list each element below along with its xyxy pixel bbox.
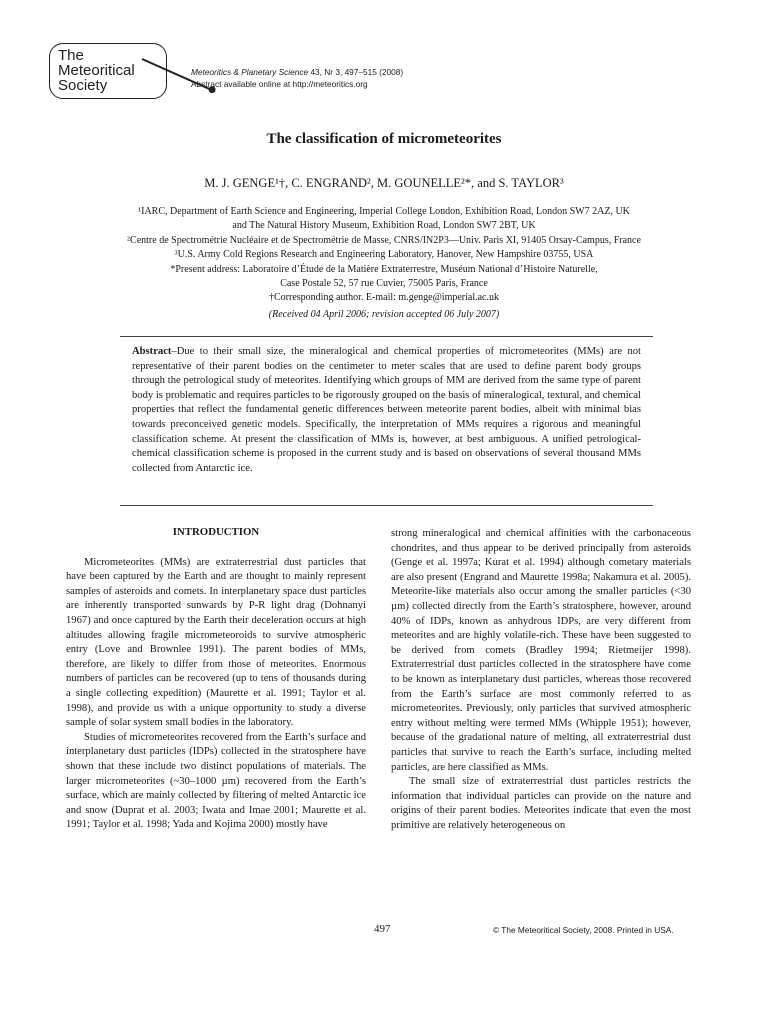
page-number: 497 <box>374 923 391 935</box>
paper-title: The classification of micrometeorites <box>266 131 502 147</box>
journal-name: Meteoritics & Planetary Science <box>191 67 309 77</box>
paragraph: strong mineralogical and chemical affinities with the carbonaceous chondrites, and thus appear to be derived principally from asteroids (Genge et al. 1997a; Kurat et al. 1994) although cometary materials are also present (Engrand and Maurette 1998a; Nakamura et al. 2005). Meteorite-like materials also occur among the smaller particles (<30 µm) collected directly from the Earth’s stratosphere, however, around 40% of IDPs, known as anhydrous IDPs, are very different from meteorites and are highly volatile-rich. These have been suggested to be derived from comets (Bradley 1994; Rietmeijer 1998). Extraterrestrial dust particles collected in the stratosphere have come to be known as interplanetary dust particles, whereas those recovered from the Earth’s surface are most commonly referred to as micrometeorites. Previously, only particles that survived atmospheric entry without melting were termed MMs (Whipple 1951); however, because of the gradational nature of melting, all extraterrestrial dust particles that survive to reach the Earth’s surface, including melted particles, are here classified as MMs. <box>391 528 691 773</box>
society-logo <box>49 43 167 99</box>
left-column <box>66 525 366 833</box>
affiliations <box>0 205 768 306</box>
affiliation-line: ²Centre de Spectrométrie Nucléaire et de Spectrométrie de Masse, CNRS/IN2P3—Univ. Paris XI, 91405 Orsay-Campus, France <box>127 234 641 246</box>
paragraph: The small size of extraterrestrial dust particles restricts the information that individual particles can provide on the nature and origins of their parent bodies. Meteorites indicate that even the most primitive are relatively heterogeneous on <box>391 776 691 831</box>
logo-line-1: The <box>58 47 84 64</box>
affiliation-line: and The Natural History Museum, Exhibition Road, London SW7 2BT, UK <box>232 220 536 232</box>
author-list: M. J. GENGE¹†, C. ENGRAND², M. GOUNELLE²*, and S. TAYLOR³ <box>204 176 564 190</box>
received-dates: (Received 04 April 2006; revision accepted 06 July 2007) <box>268 309 500 320</box>
paragraph: Studies of micrometeorites recovered from the Earth’s surface and interplanetary dust particles (IDPs) collected in the stratosphere have shown that these include two distinct populations of materials. The larger micrometeorites (~30–1000 µm) recovered from the Earth’s surface, which are mainly collected by filtering of melted Antarctic ice and snow (Duprat et al. 2003; Iwata and Imae 2001; Maurette et al. 1991; Taylor et al. 1998; Yada and Kojima 2000) mostly have <box>66 731 366 831</box>
abstract-label: Abstract <box>132 346 172 357</box>
abstract-text: –Due to their small size, the mineralogical and chemical properties of micrometeorites (MMs) are not representative of their parent bodies on the centimeter to meter scales that are used to define parent body groups through the petrological study of meteorites. Identifying which groups of MM are derived from the same type of parent body is problematic and requires particles to be rigorously grouped on the basis of mineralogical, textural, and chemical properties that reflect the fundamental genetic differences between meteorite parent bodies, albeit with minimal bias towards preconceived genetic models. Specifically, the interpretation of MMs requires a rigorous and meaningful classification scheme. At present the classification of MMs is, however, at best ambiguous. A unified petrological-chemical classification scheme is proposed in the current study and is based on observations of several thousand MMs collected from Antarctic ice. <box>132 346 641 474</box>
affiliation-line: ¹IARC, Department of Earth Science and Engineering, Imperial College London, Exhibition Road, London SW7 2AZ, UK <box>138 206 630 217</box>
copyright-notice: © The Meteoritical Society, 2008. Printed in USA. <box>493 925 674 935</box>
abstract-box <box>120 336 653 506</box>
section-heading: INTRODUCTION <box>172 526 260 538</box>
logo-line-3: Society <box>58 77 108 94</box>
corresponding-author: †Corresponding author. E-mail: m.genge@imperial.ac.uk <box>269 292 499 304</box>
right-column <box>391 527 691 833</box>
journal-header <box>191 66 403 90</box>
affiliation-line: Case Postale 52, 57 rue Cuvier, 75005 Paris, France <box>280 278 488 290</box>
paragraph: Micrometeorites (MMs) are extraterrestrial dust particles that have been captured by the Earth and are thought to mainly represent samples of asteroids and comets. In interplanetary space dust particles are inherently transported sunwards by P-R light drag (Dohnanyi 1967) and once captured by the Earth their deceleration occurs at high altitudes allowing fragile micrometeoroids to survive atmospheric entry (Love and Brownlee 1991). The parent bodies of MMs, therefore, are likely to differ from those of meteorites. Enormous numbers of particles can be recovered (up to tens of thousands during a single collecting expedition) (Maurette et al. 1991; Taylor et al. 1998), and provide us with a unique opportunity to study a diverse sample of solar system small bodies in the laboratory. <box>66 556 366 729</box>
affiliation-line: *Present address: Laboratoire d’Étude de la Matière Extraterrestre, Muséum National d’Histoire Naturelle, <box>170 263 598 275</box>
logo-line-2: Meteoritical <box>58 62 135 79</box>
journal-online: Abstract available online at http://meteoritics.org <box>191 79 368 89</box>
affiliation-line: ³U.S. Army Cold Regions Research and Engineering Laboratory, Hanover, New Hampshire 03755, USA <box>174 249 594 261</box>
journal-citation: 43, Nr 3, 497–515 (2008) <box>308 67 404 77</box>
